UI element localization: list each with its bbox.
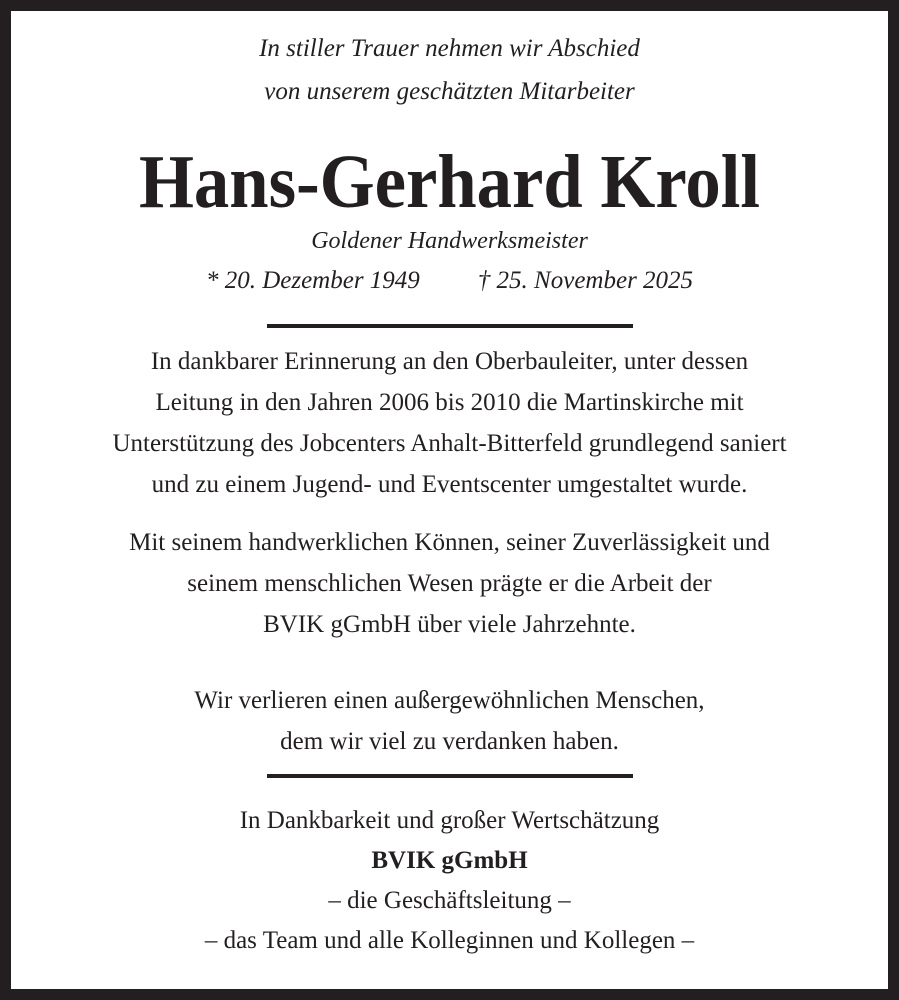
divider-top — [267, 324, 633, 328]
death-date: † 25. November 2025 — [477, 267, 694, 294]
signer-team: – das Team und alle Kolleginnen und Kollegen – — [204, 927, 695, 954]
paragraph2-line-1: Mit seinem handwerklichen Können, seiner Zuverlässigkeit und — [129, 529, 770, 556]
paragraph1-line-4: und zu einem Jugend- und Eventscenter umgestaltet wurde. — [151, 471, 748, 498]
closing-greeting: In Dankbarkeit und großer Wertschätzung — [239, 807, 660, 834]
intro-line-1: In stiller Trauer nehmen wir Abschied — [259, 35, 640, 62]
birth-date: * 20. Dezember 1949 — [205, 267, 420, 294]
obituary-notice — [11, 11, 888, 989]
signer-management: – die Geschäftsleitung – — [328, 887, 571, 914]
deceased-name: Hans-Gerhard Kroll — [138, 140, 761, 224]
company-name: BVIK gGmbH — [371, 847, 528, 874]
paragraph1-line-2: Leitung in den Jahren 2006 bis 2010 die Martinskirche mit — [155, 389, 744, 416]
honorary-title: Goldener Handwerksmeister — [311, 228, 588, 254]
paragraph1-line-3: Unterstützung des Jobcenters Anhalt-Bitterfeld grundlegend saniert — [112, 430, 787, 457]
paragraph2-line-2: seinem menschlichen Wesen prägte er die Arbeit der — [187, 570, 712, 597]
divider-bottom — [267, 774, 633, 778]
paragraph3-line-2: dem wir viel zu verdanken haben. — [280, 728, 619, 755]
paragraph3-line-1: Wir verlieren einen außergewöhnlichen Menschen, — [194, 687, 705, 714]
paragraph2-line-3: BVIK gGmbH über viele Jahrzehnte. — [263, 611, 636, 638]
intro-line-2: von unserem geschätzten Mitarbeiter — [264, 78, 635, 105]
paragraph1-line-1: In dankbarer Erinnerung an den Oberbauleiter, unter dessen — [150, 348, 749, 375]
life-dates — [11, 267, 888, 295]
